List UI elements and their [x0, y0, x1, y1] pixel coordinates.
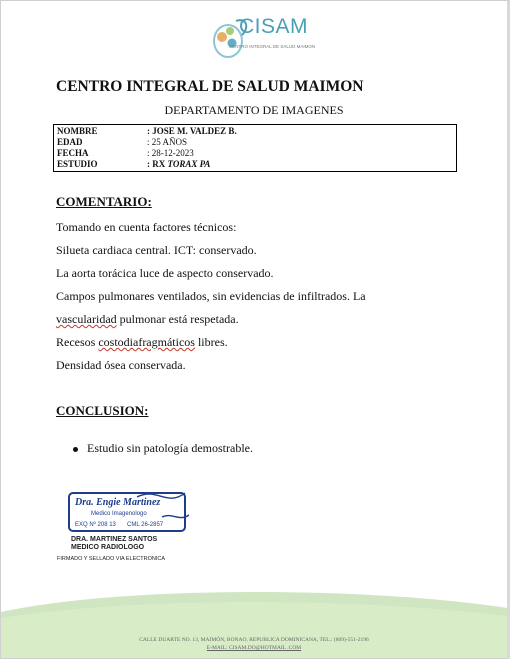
patient-value: : JOSE M. VALDEZ B. [147, 126, 237, 136]
comentario-line: Silueta cardiaca central. ICT: conservado. [56, 243, 257, 257]
footer-address: CALLE DUARTE NO. 13, MAIMÓN, BONAO, REPUBLICA DOMINICANA, TEL.: (809)-551-2196 [139, 637, 369, 643]
comentario-line: Densidad ósea conservada. [56, 358, 186, 372]
line-text: libres. [194, 335, 228, 349]
signer-name: DRA. MARTINEZ SANTOS [71, 536, 158, 543]
patient-label: NOMBRE [57, 126, 98, 136]
stamp-exq: EXQ Nº 208 13 [75, 522, 116, 528]
footer-email[interactable]: E-MAIL: CISAM.DO@HOTMAIL .COM [206, 645, 302, 651]
spellcheck-word: vascularidad [56, 312, 117, 326]
comentario-line: La aorta torácica luce de aspecto conservado. [56, 266, 274, 280]
comentario-line [56, 335, 228, 350]
patient-value [147, 159, 210, 170]
comentario-line: Tomando en cuenta factores técnicos: [56, 220, 237, 234]
logo-subtitle: CENTRO INTEGRAL DE SALUD MAIMON [229, 44, 316, 49]
comentario-line: Campos pulmonares ventilados, sin evidencias de infiltrados. La [56, 289, 366, 303]
patient-label: FECHA [57, 148, 89, 158]
patient-value: : 25 AÑOS [147, 137, 188, 147]
conclusion-heading: CONCLUSION: [56, 403, 149, 418]
clinic-title: CENTRO INTEGRAL DE SALUD MAIMON [56, 78, 364, 95]
spellcheck-word: costodiafragmáticos [98, 335, 195, 349]
patient-info-box [53, 124, 457, 172]
stamp-role: Medico Imagenologo [91, 511, 147, 517]
stamp-name: Dra. Engie Martinez [75, 497, 161, 508]
signature-note: FIRMADO Y SELLADO VIA ELECTRONICA [57, 556, 165, 562]
signer-role: MEDICO RADIOLOGO [71, 544, 145, 551]
patient-label: ESTUDIO [57, 159, 98, 169]
comentario-line [56, 312, 239, 327]
line-text: Recesos [56, 335, 99, 349]
comentario-heading: COMENTARIO: [56, 194, 152, 209]
bullet-icon [73, 447, 78, 452]
signature-stamp-icon [67, 487, 192, 535]
patient-label: EDAD [57, 137, 83, 147]
line-text: pulmonar está respetada. [116, 312, 239, 326]
logo-name: CISAM [239, 15, 309, 38]
study-prefix: : RX [147, 159, 168, 169]
stamp-cmd: CML 26-2857 [127, 522, 164, 528]
study-name: TORAX PA [167, 159, 211, 169]
patient-value: : 28-12-2023 [147, 148, 194, 158]
department-title: DEPARTAMENTO DE IMAGENES [164, 103, 344, 117]
conclusion-item: Estudio sin patología demostrable. [87, 441, 253, 455]
